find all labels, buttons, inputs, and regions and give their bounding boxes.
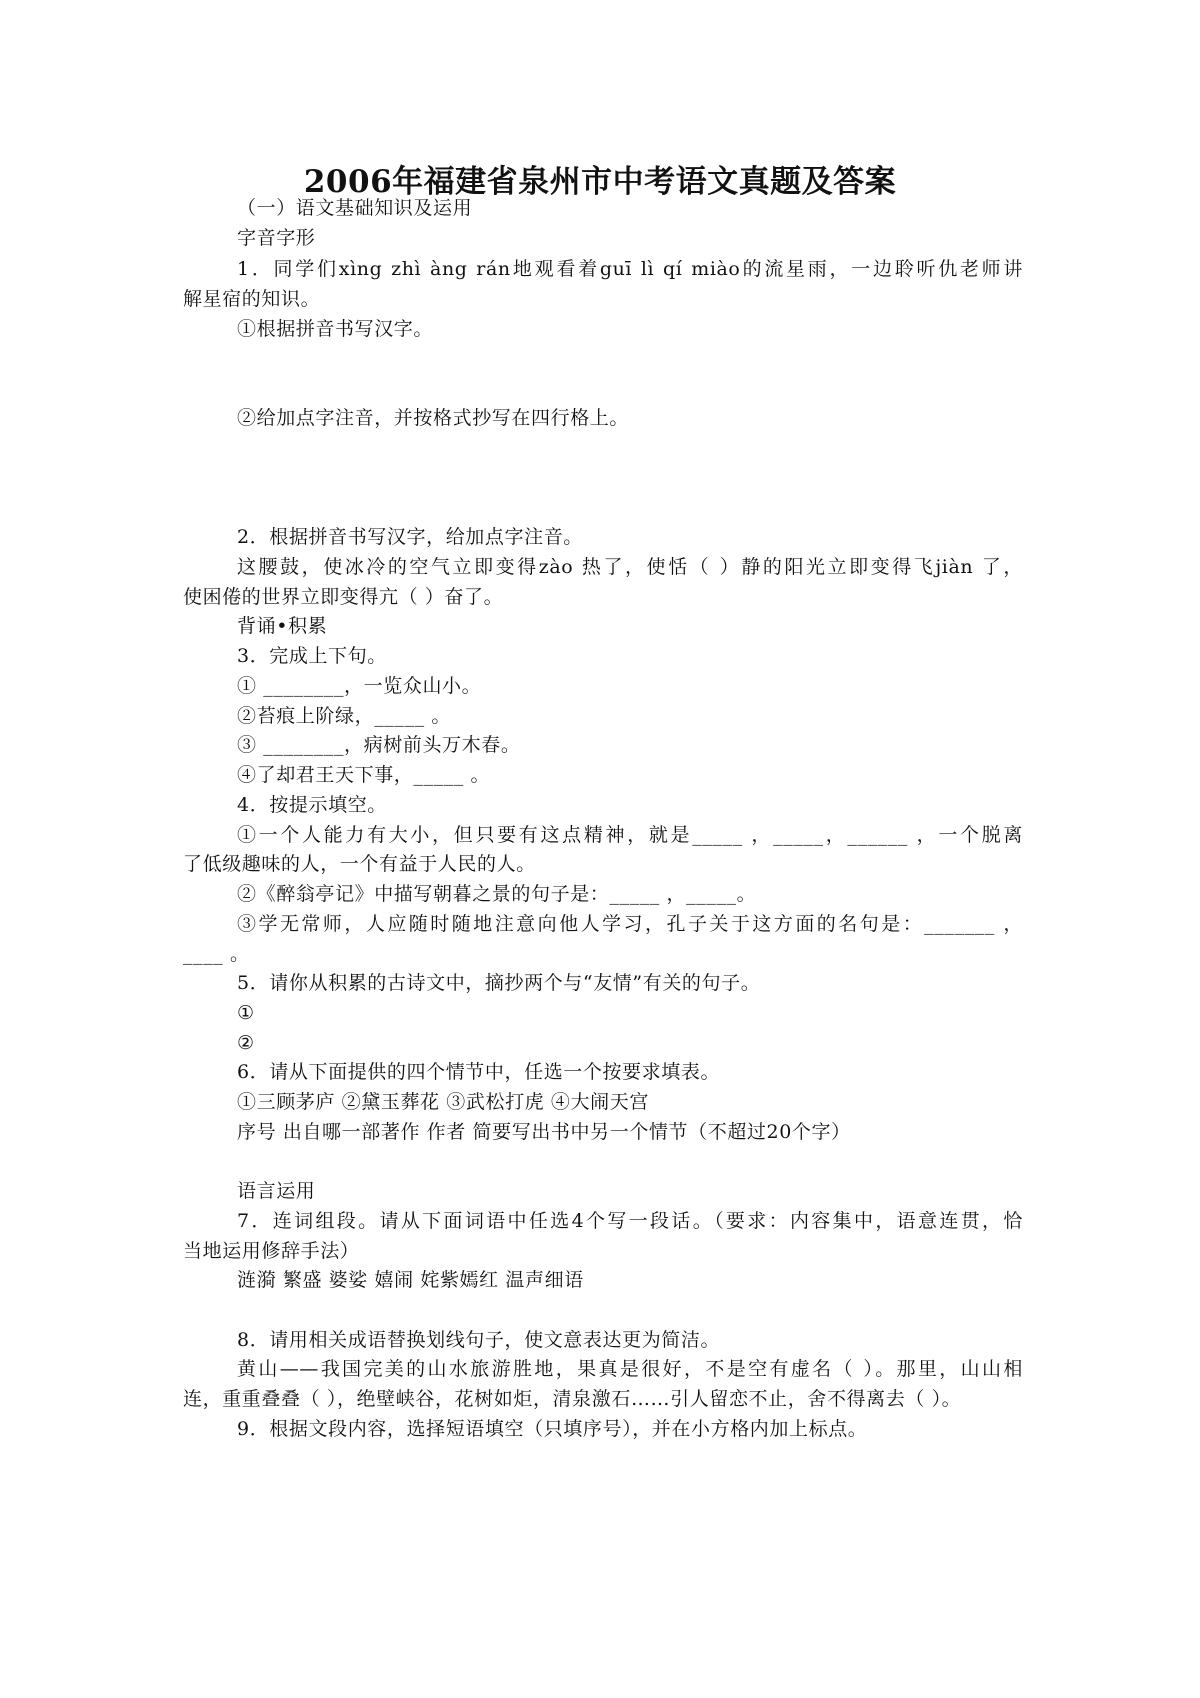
question-8-passage: 黄山——我国完美的山水旅游胜地，果真是很好，不是空有虚名（ ）。那里，山山相 [237,1358,1023,1380]
question-5-item-2: ② [237,1032,255,1054]
question-4-item-1-continued: 了低级趣味的人，一个有益于人民的人。 [183,853,536,875]
question-7-word-list: 涟漪 繁盛 婆娑 嬉闹 姹紫嫣红 温声细语 [237,1269,584,1291]
subsection-heading: 语言运用 [237,1180,316,1202]
question-5-item-1: ① [237,1002,255,1024]
question-5-text: 5．请你从积累的古诗文中，摘抄两个与“友情”有关的句子。 [237,972,761,994]
question-4-item-3-continued: ____ 。 [183,943,250,965]
question-4-text: 4．按提示填空。 [237,794,387,816]
question-7-text: 7．连词组段。请从下面词语中任选4个写一段话。（要求：内容集中，语意连贯，恰 [237,1210,1023,1232]
question-1-part-2: ②给加点字注音，并按格式抄写在四行格上。 [237,407,630,429]
subsection-heading: 字音字形 [237,227,316,249]
question-6-options: ①三顾茅庐 ②黛玉葬花 ③武松打虎 ④大闹天宫 [237,1091,649,1113]
question-8-passage-continued: 连，重重叠叠（ ），绝壁峡谷，花树如炬，清泉激石……引人留恋不止，舍不得离去（ ）。 [183,1388,962,1410]
question-1-text-continued: 解星宿的知识。 [183,288,321,310]
question-3-item-4: ④了却君王天下事，_____ 。 [237,764,491,786]
page-title: 2006年福建省泉州市中考语文真题及答案 [303,164,897,200]
question-2-text: 2．根据拼音书写汉字，给加点字注音。 [237,526,583,548]
question-1-text: 1．同学们xìng zhì àng rán地观看着guī lì qí miào的流星雨，一边聆听仇老师讲 [237,258,1023,280]
question-2-passage-continued: 使困倦的世界立即变得亢（ ）奋了。 [183,586,504,608]
question-7-text-continued: 当地运用修辞手法） [183,1240,360,1262]
question-4-item-2: ②《醉翁亭记》中描写朝暮之景的句子是：_____ ，_____。 [237,883,757,905]
question-3-item-1: ① ________，一览众山小。 [237,675,482,697]
question-2-passage: 这腰鼓，使冰冷的空气立即变得zào 热了，使恬（ ）静的阳光立即变得飞jiàn 了， [237,556,1023,578]
question-9-text: 9．根据文段内容，选择短语填空（只填序号），并在小方格内加上标点。 [237,1418,868,1440]
question-1-part-1: ①根据拼音书写汉字。 [237,318,434,340]
question-6-text: 6．请从下面提供的四个情节中，任选一个按要求填表。 [237,1061,721,1083]
question-4-item-1: ①一个人能力有大小，但只要有这点精神，就是_____ ，_____，______ ，一个脱离 [237,824,1023,846]
question-3-item-3: ③ ________，病树前头万木春。 [237,734,521,756]
section-heading: （一）语文基础知识及运用 [237,197,473,219]
question-4-item-3: ③学无常师，人应随时随地注意向他人学习，孔子关于这方面的名句是：_______ ， [237,913,1023,935]
question-6-table-header: 序号 出自哪一部著作 作者 简要写出书中另一个情节（不超过20个字） [237,1121,851,1143]
subsection-heading: 背诵•积累 [237,615,328,637]
question-3-text: 3．完成上下句。 [237,645,387,667]
question-3-item-2: ②苔痕上阶绿，_____ 。 [237,705,451,727]
question-8-text: 8．请用相关成语替换划线句子，使文意表达更为简洁。 [237,1329,721,1351]
